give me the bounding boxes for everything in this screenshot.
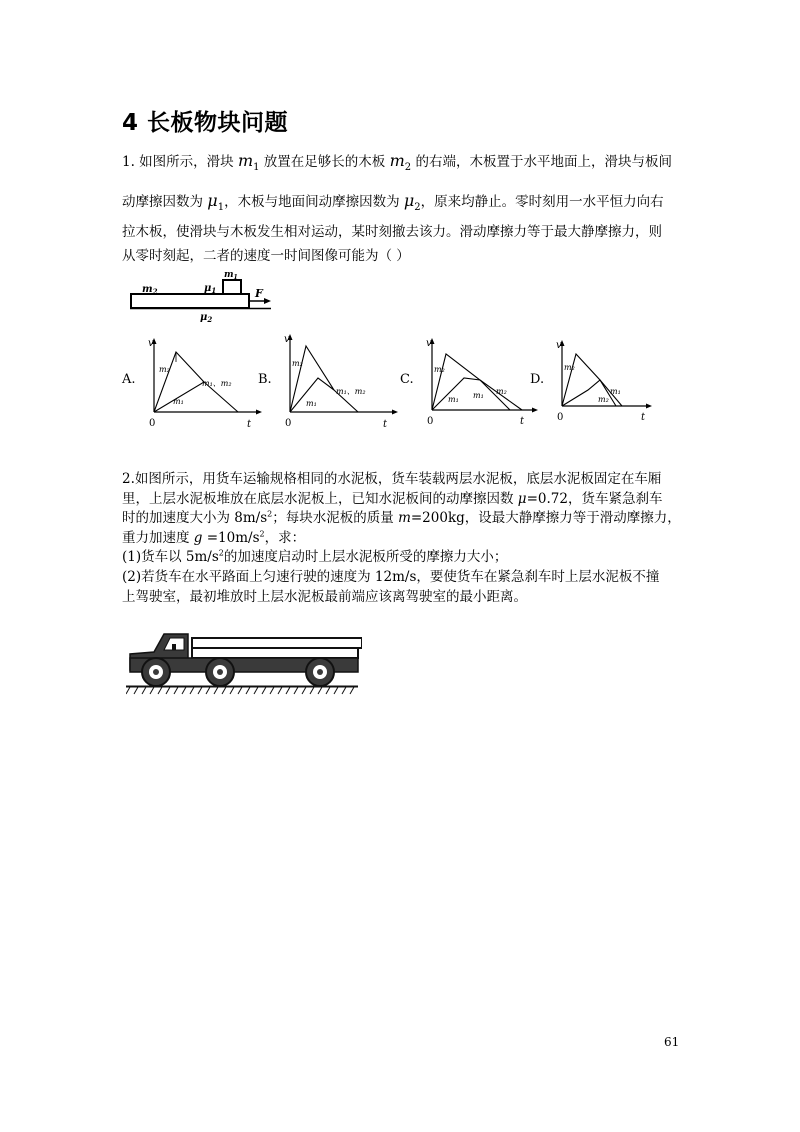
label-m1: $m_1$ [224,270,238,281]
svg-text:t: t [520,416,525,427]
option-c-graph[interactable] [418,334,543,430]
curve-m1-label: m₁ [173,397,184,406]
label-force: F [255,287,263,300]
curve-m2 [432,354,522,410]
q2-line-5: (1)货车以 $5m/s^2$的加速度启动时上层水泥板所受的摩擦力大小； [122,548,508,566]
q2-line-4: 重力加速度 $g =10m/s^2$，求： [122,529,306,546]
option-b-graph[interactable] [276,330,401,430]
board-m2 [131,294,249,308]
svg-text:t: t [641,412,646,423]
svg-text:0: 0 [557,412,564,423]
q1-line-2: 动摩擦因数为 $\mu_1$，木板与地面间动摩擦因数为 $\mu_2$，原来均静止。零时刻用一水平恒力向右 [122,191,664,214]
wheel-front [142,658,170,686]
t-axis-arrow [256,410,262,415]
section-title: 4 长板物块问题 [122,110,289,136]
svg-text:m₁: m₁ [448,395,459,404]
symbol-mu2: $\mu_2$ [403,191,421,214]
symbol-m1: $m_1$ [237,151,260,174]
wheel-middle [206,658,234,686]
lower-slab [192,648,358,658]
q2-line-3: 时的加速度大小为 $8m/s^2$；每块水泥板的质量 m=200kg，设最大静摩擦力等于滑动摩擦力， [122,509,681,527]
curve-m2 [290,346,358,412]
symbol-m2: $m_2$ [389,151,412,174]
svg-text:m₂: m₂ [496,387,507,396]
svg-text:m₁: m₁ [473,391,484,400]
combined-label: m₁、m₂ [202,379,232,388]
option-a-label[interactable]: A. [122,372,136,387]
svg-text:m₁: m₁ [306,399,317,408]
svg-text:m₁、m₂: m₁、m₂ [336,387,366,396]
svg-text:t: t [383,419,388,430]
wheel-rear [306,658,334,686]
option-d-graph[interactable] [548,336,658,426]
truck-figure [126,628,362,700]
svg-text:0: 0 [427,416,434,427]
t-label: t [247,419,252,430]
svg-text:v: v [284,334,290,345]
ground-hatching [126,687,354,694]
option-d-label[interactable]: D. [530,372,545,387]
v-label: v [148,338,154,349]
question-2 [122,470,692,607]
svg-text:0: 0 [285,418,292,429]
page-number: 61 [664,1035,680,1049]
symbol-mu1: $\mu_1$ [207,191,225,214]
q1-line-1: 1. 如图所示，滑块 $m_1$ 放置在足够长的木板 $m_2$ 的右端，木板置于水平地面上，滑块与板间 [122,151,672,174]
q2-line-2: 里，上层水泥板堆放在底层水泥板上，已知水泥板间的动摩擦因数 μ=0.72，货车紧急刹车 [122,490,663,507]
svg-text:m₂: m₂ [598,395,609,404]
q2-line-7: 上驾驶室，最初堆放时上层水泥板最前端应该离驾驶室的最小距离。 [122,588,527,605]
option-c-label[interactable]: C. [400,372,414,387]
svg-text:v: v [556,340,562,351]
curve-m2-label: m₂ [159,365,170,374]
svg-text:m₂: m₂ [292,359,303,368]
svg-text:m₁: m₁ [610,387,621,396]
cab-handle [172,644,176,650]
q2-line-1: 2.如图所示，用货车运输规格相同的水泥板，货车装载两层水泥板，底层水泥板固定在车厢 [122,471,662,487]
label-mu1: $\mu_1$ [204,283,217,295]
option-a-graph[interactable] [140,334,265,430]
upper-slab [192,638,362,648]
svg-text:m₂: m₂ [564,363,575,372]
label-mu2: $\mu_2$ [200,312,213,324]
origin-label: 0 [149,418,156,429]
q1-line-3: 拉木板，使滑块与木板发生相对运动，某时刻撤去该力。滑动摩擦力等于最大静摩擦力，则 [122,224,662,240]
svg-text:v: v [426,338,432,349]
block-m1 [223,280,241,294]
q2-line-6: (2)若货车在水平路面上匀速行驶的速度为 12m/s，要使货车在紧急刹车时上层水泥板不撞 [122,568,660,585]
option-b-label[interactable]: B. [258,372,272,387]
q1-line-4: 从零时刻起，二者的速度一时间图像可能为（ ） [122,248,410,264]
block-board-figure [128,268,278,324]
force-arrow-head [264,298,271,304]
label-m2: $m_2$ [142,284,158,296]
svg-text:m₂: m₂ [434,365,445,374]
